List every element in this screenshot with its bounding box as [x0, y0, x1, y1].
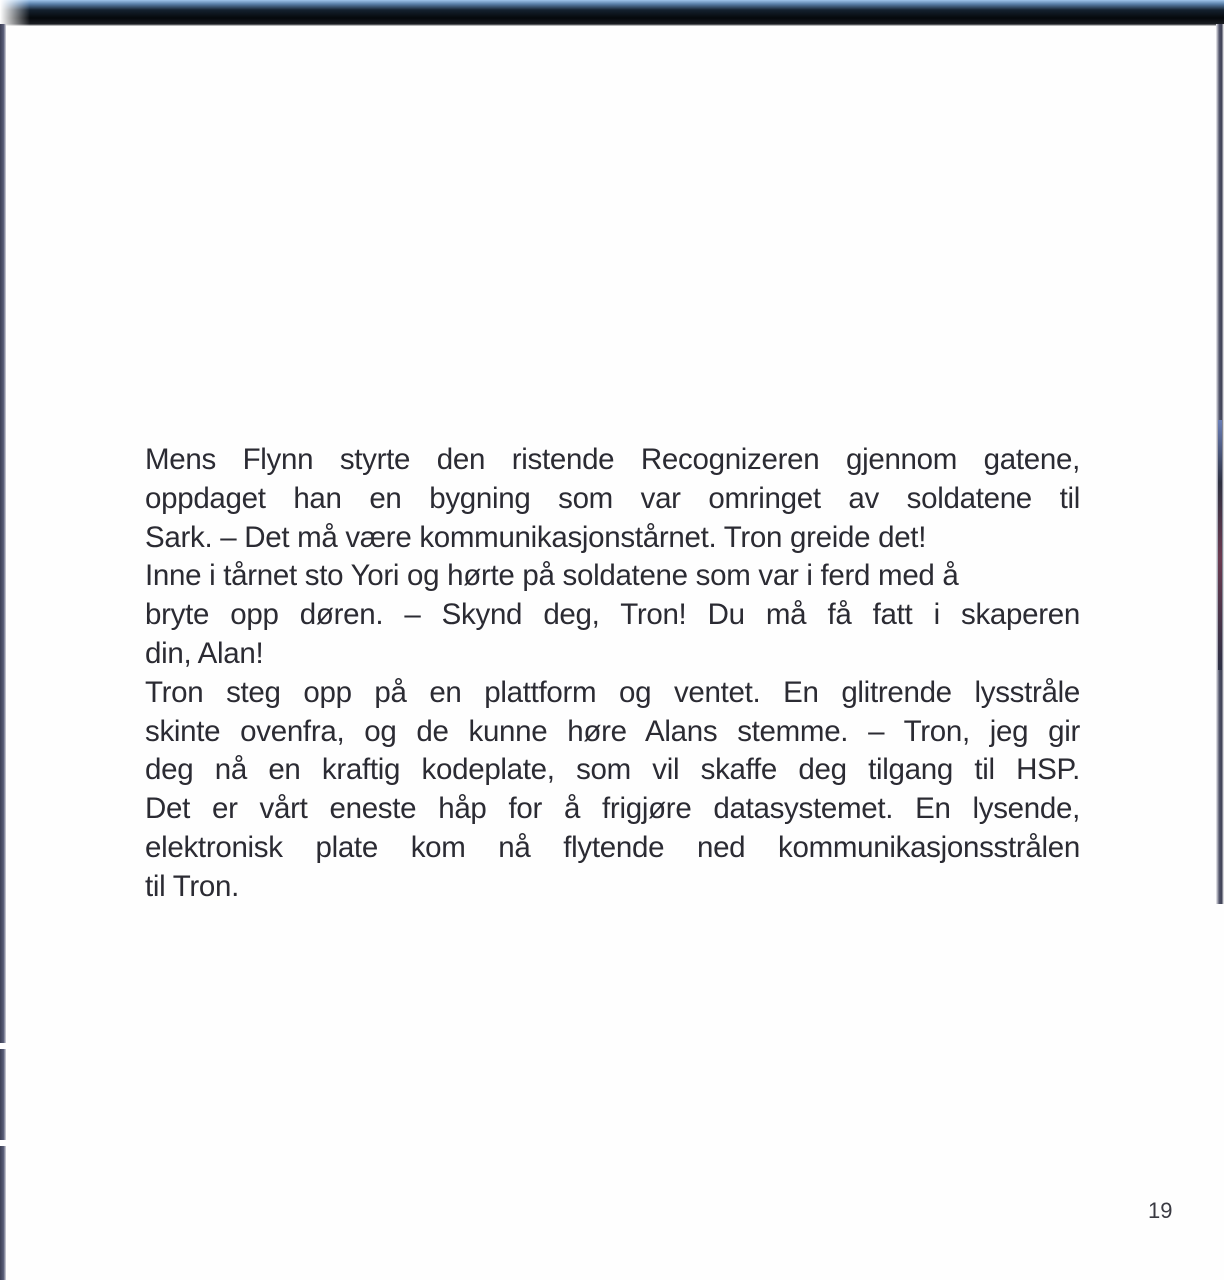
right-edge-accent: [1218, 420, 1222, 670]
story-text: [145, 441, 1080, 907]
text-line: bryte opp døren. – Skynd deg, Tron! Du må få fatt i skaperen: [145, 598, 1080, 632]
page-number: 19: [1148, 1198, 1173, 1223]
text-line: til Tron.: [145, 869, 240, 903]
top-page-edge: [0, 0, 1224, 26]
text-line: skinte ovenfra, og de kunne høre Alans stemme. – Tron, jeg gir: [145, 714, 1080, 748]
text-line: deg nå en kraftig kodeplate, som vil skaffe deg tilgang til HSP.: [145, 753, 1080, 787]
left-edge-notch: [0, 1140, 8, 1146]
left-edge-notch: [0, 1043, 8, 1049]
text-line: Mens Flynn styrte den ristende Recognizeren gjennom gatene,: [145, 443, 1080, 476]
left-page-edge: [0, 24, 6, 1280]
text-line: elektronisk plate kom nå flytende ned kommunikasjonsstrålen: [145, 830, 1080, 864]
text-line: din, Alan!: [145, 636, 264, 670]
text-line: Inne i tårnet sto Yori og hørte på soldatene som var i ferd med å: [145, 559, 959, 593]
text-line: Tron steg opp på en plattform og ventet. En glitrende lysstråle: [145, 675, 1080, 709]
text-line: oppdaget han en bygning som var omringet av soldatene til: [145, 481, 1080, 515]
text-line: Det er vårt eneste håp for å frigjøre datasystemet. En lysende,: [145, 792, 1080, 826]
text-line: Sark. – Det må være kommunikasjonstårnet. Tron greide det!: [145, 520, 927, 554]
